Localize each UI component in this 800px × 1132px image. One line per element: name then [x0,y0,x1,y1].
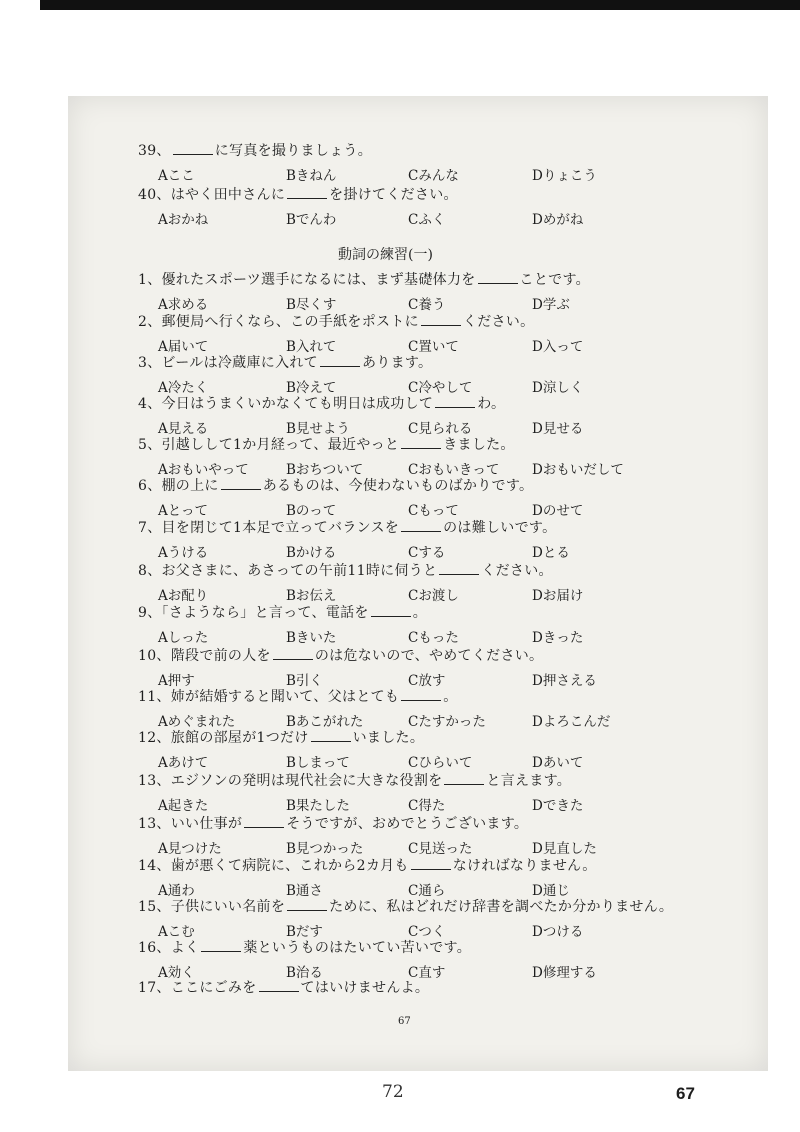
answer-blank[interactable] [259,979,299,992]
answer-choice[interactable]: C得た [408,798,446,814]
section-title: 動詞の練習(一) [338,247,433,263]
answer-choice[interactable]: C見送った [408,841,473,857]
answer-choice[interactable]: A見える [158,421,209,437]
answer-choice[interactable]: Aここ [158,168,195,184]
question-v16 [138,937,471,957]
question-text-start: 13、いい仕事が [138,816,243,832]
question-v12 [138,727,424,747]
answer-choice[interactable]: Aとって [158,503,208,519]
question-text-start: 9、「さようなら」と言って、電話を [138,605,369,621]
answer-choice[interactable]: A押す [158,673,195,689]
answer-choice[interactable]: Aこむ [158,924,195,940]
question-text-start: 14、歯が悪くて病院に、これから2カ月も [138,858,409,874]
answer-choice[interactable]: B果たした [286,798,350,814]
answer-choice[interactable]: Aあけて [158,755,209,771]
question-v2 [138,311,534,331]
answer-choice[interactable]: B見せよう [286,421,350,437]
answer-choice[interactable]: C通ら [408,883,446,899]
question-text-end: そうですが、おめでとうございます。 [286,816,529,832]
question-text-end: あります。 [361,355,433,371]
answer-choice[interactable]: Cお渡し [408,588,459,604]
answer-choice[interactable]: D修理する [532,965,597,981]
footer-page-number-bold: 67 [676,1084,695,1103]
answer-blank[interactable] [401,436,441,449]
answer-choice[interactable]: Bのって [286,503,337,519]
answer-blank[interactable] [411,857,451,870]
answer-choice[interactable]: B見つかった [286,841,364,857]
question-v13a [138,770,571,790]
question-v1 [138,269,590,289]
choice-row [158,208,778,228]
answer-choice[interactable]: C直す [408,965,446,981]
question-text-start: 5、引越しして1か月経って、最近やっと [138,437,400,453]
question-q39 [138,140,372,160]
answer-choice[interactable]: Aおかね [158,212,209,228]
question-text-start: 15、子供にいい名前を [138,899,286,915]
question-text-end: を掛けてください。 [329,187,458,203]
question-text-end: ください。 [462,314,535,330]
answer-choice[interactable]: B入れて [286,339,337,355]
answer-choice[interactable]: C置いて [408,339,459,355]
answer-choice[interactable]: A効く [158,965,195,981]
answer-choice[interactable]: C放す [408,673,446,689]
answer-choice[interactable]: Cもった [408,630,459,646]
answer-choice[interactable]: D通じ [532,883,570,899]
answer-blank[interactable] [221,477,261,490]
question-text-start: 12、旅館の部屋が1つだけ [138,730,309,746]
answer-blank[interactable] [311,729,351,742]
question-text-end: 。 [412,605,428,621]
question-text-end: ことです。 [519,272,590,288]
question-text-end: のは危ないので、やめてください。 [314,648,544,664]
question-v7 [138,517,556,537]
question-v6 [138,475,533,495]
question-text-end: 薬というものはたいてい苦いです。 [243,940,472,956]
answer-choice[interactable]: Bお伝え [286,588,337,604]
answer-choice[interactable]: Cたすかった [408,714,486,730]
answer-choice[interactable]: Dつける [532,924,584,940]
answer-choice[interactable]: Bかける [286,545,337,561]
answer-choice[interactable]: D見せる [532,421,584,437]
answer-blank[interactable] [478,271,518,284]
answer-blank[interactable] [273,647,313,660]
answer-choice[interactable]: Bきねん [286,168,337,184]
question-v17 [138,977,429,997]
answer-choice[interactable]: Cもって [408,503,459,519]
answer-choice[interactable]: Bしまって [286,755,350,771]
answer-choice[interactable]: Cつく [408,924,446,940]
answer-blank[interactable] [320,354,360,367]
question-text-end: 。 [443,689,458,705]
answer-choice[interactable]: Dお届け [532,588,584,604]
answer-choice[interactable]: Bでんわ [286,212,337,228]
answer-blank[interactable] [435,395,475,408]
answer-choice[interactable]: Aうける [158,545,209,561]
answer-choice[interactable]: A届いて [158,339,209,355]
choice-row [158,293,778,313]
answer-choice[interactable]: Aしった [158,630,209,646]
answer-blank[interactable] [421,313,461,326]
question-v11 [138,686,458,706]
answer-choice[interactable]: A見つけた [158,841,222,857]
answer-choice[interactable]: Dあいて [532,755,584,771]
answer-choice[interactable]: D入って [532,339,584,355]
question-v10 [138,645,543,665]
answer-choice[interactable]: B治る [286,965,323,981]
answer-choice[interactable]: Cひらいて [408,755,473,771]
question-text-end: あるものは、今使わないものばかりです。 [262,478,534,494]
answer-blank[interactable] [173,142,213,155]
question-text-start: 13、エジソンの発明は現代社会に大きな役割を [138,773,443,789]
question-text-start: 4、今日はうまくいかなくても明日は成功して [138,396,434,412]
answer-choice[interactable]: Bきいた [286,630,337,646]
answer-choice[interactable]: Cみんな [408,168,459,184]
choice-row [158,541,778,561]
question-v9 [138,602,427,622]
answer-choice[interactable]: C養う [408,297,446,313]
question-text-start: 10、階段で前の人を [138,648,271,664]
question-v4 [138,393,505,413]
answer-blank[interactable] [201,939,241,952]
answer-choice[interactable]: Aお配り [158,588,209,604]
answer-choice[interactable]: Dできた [532,798,584,814]
answer-choice[interactable]: D涼しく [532,380,584,396]
answer-choice[interactable]: A冷たく [158,380,209,396]
answer-choice[interactable]: Dきった [532,630,584,646]
question-v13b [138,813,528,833]
answer-choice[interactable]: B尽くす [286,297,337,313]
answer-choice[interactable]: D押さえる [532,673,597,689]
answer-choice[interactable]: B通さ [286,883,323,899]
answer-choice[interactable]: C冷やして [408,380,473,396]
question-text-start: 40、はやく田中さんに [138,187,286,203]
inner-page-number: 67 [398,1016,411,1027]
answer-choice[interactable]: Bだす [286,924,323,940]
answer-choice[interactable]: Aおもいやって [158,462,249,478]
question-v15 [138,896,673,916]
answer-choice[interactable]: Dとる [532,545,570,561]
answer-blank[interactable] [401,519,441,532]
choice-row [158,584,778,604]
answer-choice[interactable]: C見られる [408,421,473,437]
answer-choice[interactable]: A求める [158,297,209,313]
choice-row [158,794,778,814]
question-text-start: 6、棚の上に [138,478,219,494]
answer-blank[interactable] [444,772,484,785]
question-text-end: のは難しいです。 [443,520,557,536]
answer-choice[interactable]: Dのせて [532,503,584,519]
choice-row [158,499,778,519]
choice-row [158,837,778,857]
question-text-end: てはいけませんよ。 [300,980,430,996]
question-text-start: 11、姉が結婚すると聞いて、父はとても [138,689,400,705]
question-text-start: 7、目を閉じて1本足で立ってバランスを [138,520,400,536]
question-text-start: 3、ビールは冷蔵庫に入れて [138,355,318,371]
question-text-start: 1、優れたスポーツ選手になるには、まず基礎体力を [138,272,476,288]
answer-choice[interactable]: Dめがね [532,212,584,228]
answer-choice[interactable]: D学ぶ [532,297,570,313]
question-v8 [138,560,553,580]
answer-choice[interactable]: Cする [408,545,446,561]
footer-page-number: 72 [382,1082,404,1102]
question-text-start: 2、郵便局へ行くなら、この手紙をポストに [138,314,419,330]
answer-choice[interactable]: Dりょこう [532,168,597,184]
question-text-end: に写真を撮りましょう。 [214,143,373,159]
answer-choice[interactable]: D見直した [532,841,597,857]
question-v5 [138,434,515,454]
answer-blank[interactable] [371,604,411,617]
question-text-end: いました。 [352,730,425,746]
question-text-start: 17、ここにごみを [138,980,257,996]
answer-blank[interactable] [401,688,441,701]
choice-row [158,164,778,184]
question-text-end: わ。 [477,396,506,412]
question-q40 [138,184,458,204]
question-text-end: きました。 [443,437,515,453]
answer-choice[interactable]: B冷えて [286,380,337,396]
question-v14 [138,855,597,875]
answer-choice[interactable]: Dおもいだして [532,462,624,478]
question-text-start: 39、 [138,143,171,159]
question-text-end: なければなりません。 [452,858,597,874]
question-text-end: ために、私はどれだけ辞書を調べたか分かりません。 [329,899,674,915]
answer-choice[interactable]: Aめぐまれた [158,714,236,730]
answer-choice[interactable]: Dよろこんだ [532,714,611,730]
question-text-start: 16、よく [138,940,200,956]
choice-row [158,751,778,771]
answer-choice[interactable]: Cおもいきって [408,462,500,478]
answer-blank[interactable] [287,898,327,911]
answer-choice[interactable]: Cふく [408,212,446,228]
question-v3 [138,352,432,372]
question-text-end: ください。 [481,563,553,579]
answer-choice[interactable]: Bあこがれた [286,714,364,730]
answer-choice[interactable]: Bおちついて [286,462,364,478]
answer-choice[interactable]: B引く [286,673,323,689]
answer-choice[interactable]: A起きた [158,798,209,814]
answer-choice[interactable]: A通わ [158,883,195,899]
answer-blank[interactable] [244,815,284,828]
answer-blank[interactable] [287,186,327,199]
question-text-end: と言えます。 [486,773,572,789]
choice-row [158,626,778,646]
answer-blank[interactable] [439,562,479,575]
question-text-start: 8、お父さまに、あさっての午前11時に伺うと [138,563,438,579]
